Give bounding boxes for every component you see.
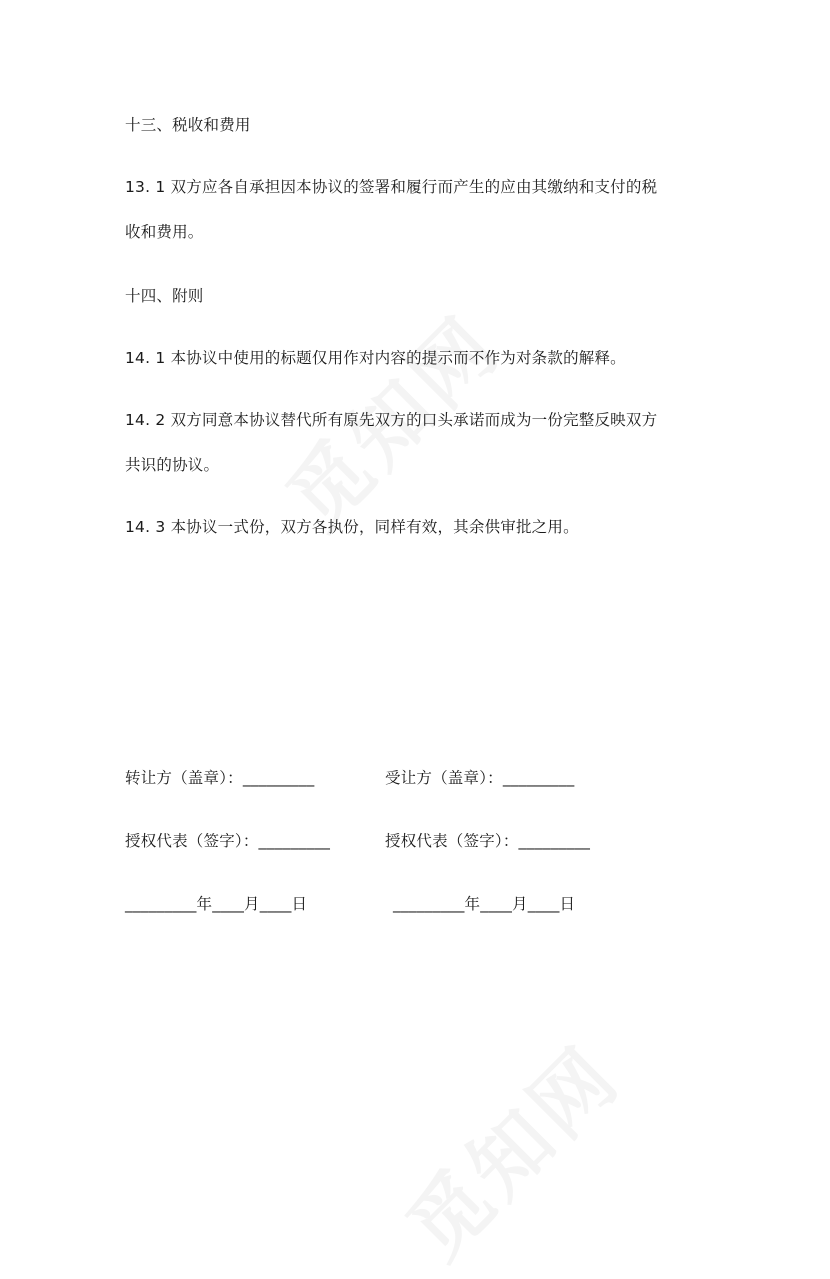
clause-14-1: 14. 1 本协议中使用的标题仅用作对内容的提示而不作为对条款的解释。 (125, 349, 626, 367)
section-14-heading: 十四、附则 (125, 287, 204, 305)
watermark-logo (377, 1016, 641, 1279)
clause-13-1-line-2: 收和费用。 (125, 223, 204, 241)
transferor-date-field: _________年____月____日 (125, 895, 308, 913)
transferee-rep-sign-field: 授权代表（签字）：_________ (385, 832, 591, 850)
transferor-rep-sign-field: 授权代表（签字）：_________ (125, 832, 331, 850)
transferor-seal-field: 转让方（盖章）：_________ (125, 769, 315, 787)
clause-14-2-line-2: 共识的协议。 (125, 456, 220, 474)
clause-14-3: 14. 3 本协议一式份，双方各执份，同样有效，其余供审批之用。 (125, 518, 579, 536)
clause-13-1-line-1: 13. 1 双方应各自承担因本协议的签署和履行而产生的应由其缴纳和支付的税 (125, 178, 658, 196)
section-13-heading: 十三、税收和费用 (125, 116, 251, 134)
transferee-seal-field: 受让方（盖章）：_________ (385, 769, 575, 787)
transferee-date-field: _________年____月____日 (393, 895, 576, 913)
clause-14-2-line-1: 14. 2 双方同意本协议替代所有原先双方的口头承诺而成为一份完整反映双方 (125, 411, 658, 429)
